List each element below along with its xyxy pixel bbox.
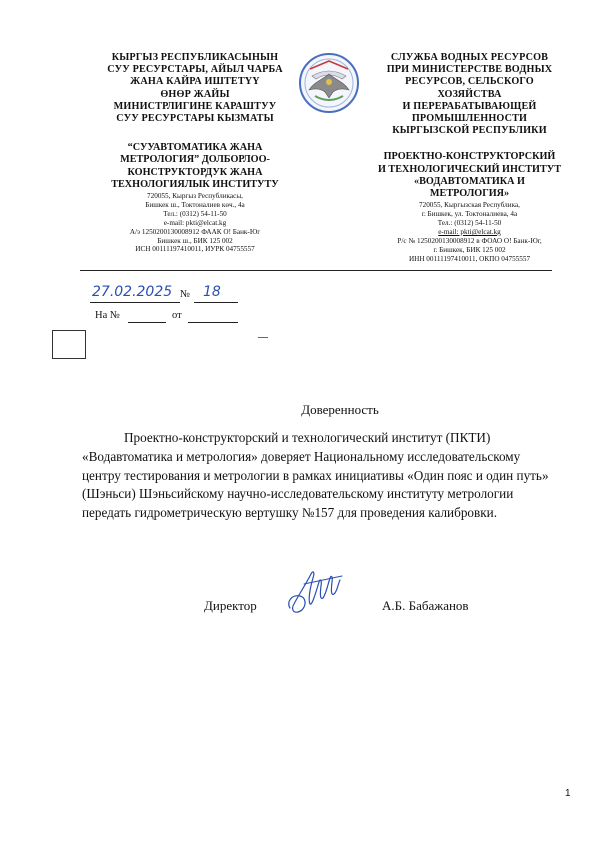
- page-number: 1: [565, 788, 571, 799]
- ministry-name-kyrgyz: КЫРГЫЗ РЕСПУБЛИКАСЫНЫН СУУ РЕСУРСТАРЫ, АЙЫЛ ЧАРБА ЖАНА КАЙРА ИШТЕТҮҮ ӨНӨР ЖАЙЫ МИНИСТРЛИГИНЕ КАРАШТУУ СУУ РЕСУРСТАРЫ КЫЗМАТЫ: [107, 52, 283, 125]
- addressee-box: [52, 330, 86, 359]
- number-underline: [194, 302, 238, 303]
- date-underline: [90, 302, 180, 303]
- handwritten-number: 18: [203, 284, 221, 300]
- document-body: [82, 429, 552, 523]
- short-dash: [258, 337, 268, 338]
- signatory-role: Директор: [204, 598, 257, 613]
- reply-to-label: На №: [95, 310, 120, 321]
- ministry-name-russian: СЛУЖБА ВОДНЫХ РЕСУРСОВ ПРИ МИНИСТЕРСТВЕ ВОДНЫХ РЕСУРСОВ, СЕЛЬСКОГО ХОЗЯЙСТВА И ПЕРЕРАБАТЫВАЮЩЕЙ ПРОМЫШЛЕННОСТИ КЫРГЫЗСКОЙ РЕСПУБЛИКИ: [386, 52, 553, 137]
- institute-name-kyrgyz: “СУУАВТОМАТИКА ЖАНА МЕТРОЛОГИЯ” ДОЛБОРЛОО- КОНСТРУКТОРДУК ЖАНА ТЕХНОЛОГИЯЛЫК ИНСТИТУТУ: [111, 142, 279, 190]
- header-left: [80, 52, 310, 254]
- body-paragraph: Проектно-конструкторский и технологический институт (ПКТИ) «Водавтоматика и метрология» доверяет Национальному исследовательскому центру тестирования и метрологии в рамках инициативы «Один пояс и один путь» (Шэньси) Шэньсийскому научно-исследовательскому институту метрологии передать гидрометрическую вертушку №157 для проведения калибровки.: [82, 430, 549, 521]
- address-block-kyrgyz: 720055, Кыргыз Республикасы, Бишкек ш., Токтоналиев көч., 4а Тел.: (0312) 54-11-50 e-mail: pkti@elcat.kg А/э 1250200130008912 ФААК О! Банк-Юг Бишкек ш., БИК 125 002 ИСН 00111197410011, ИУРК 04755557: [129, 192, 261, 254]
- from-date-line: [188, 322, 238, 323]
- reply-number-line: [128, 322, 166, 323]
- header-divider: [80, 270, 552, 271]
- kyrgyz-state-emblem-icon: [298, 52, 360, 114]
- from-label: от: [172, 310, 182, 321]
- address-block-russian: 720055, Кыргызская Республика, г. Бишкек, ул. Токтоналиева, 4а Тел.: (0312) 54-11-50 e-mail: pkti@elcat.kg Р/с № 1250200130008912 в ФОАО О! Банк-Юг, г. Бишкек, БИК 125 002 ИНН 00111197410011, ОКПО 04755557: [397, 201, 542, 263]
- number-label: №: [180, 289, 191, 300]
- handwritten-date: 27.02.2025: [92, 284, 173, 300]
- document-title: Доверенность: [301, 402, 379, 417]
- header-right: [352, 52, 587, 264]
- institute-name-russian: ПРОЕКТНО-КОНСТРУКТОРСКИЙ И ТЕХНОЛОГИЧЕСКИЙ ИНСТИТУТ «ВОДАВТОМАТИКА И МЕТРОЛОГИЯ»: [377, 151, 562, 200]
- handwritten-signature-icon: [284, 562, 354, 622]
- signatory-name: А.Б. Бабажанов: [382, 598, 469, 613]
